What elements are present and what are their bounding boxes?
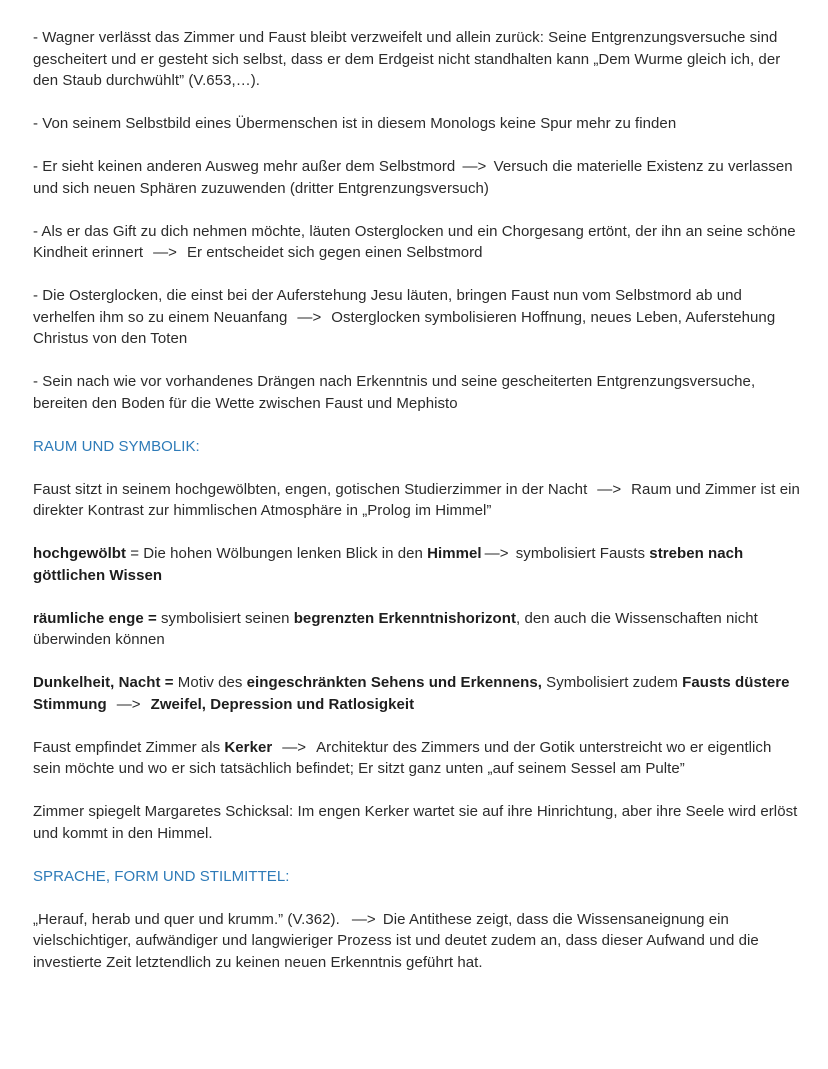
paragraph-text: Zimmer spiegelt Margaretes Schicksal: Im engen Kerker wartet sie auf ihre Hinrichtung, aber ihre Seele wird erlöst und kommt in den Himmel. — [33, 803, 798, 842]
arrow-icon: —> — [282, 738, 307, 756]
paragraph-kerker — [33, 737, 803, 780]
paragraph-text: - Sein nach wie vor vorhandenes Drängen nach Erkenntnis und seine gescheiterten Entgrenzungsversuche, bereiten den Boden für die Wette zwischen Faust und Mephisto — [33, 373, 756, 412]
paragraph-text: - Die Osterglocken, die einst bei der Auferstehung Jesu läuten, bringen Faust nun vom Selbstmord ab und verhelfen ihm so zu einem Neuanfang — [33, 287, 742, 326]
paragraph-text: Motiv des — [173, 674, 247, 691]
arrow-icon: —> — [297, 308, 322, 326]
paragraph-text: Versuch die materielle Existenz zu verlassen und sich neuen Sphären zuzuwenden (dritter Entgrenzungsversuch) — [33, 158, 793, 197]
paragraph-text: symbolisiert seinen — [156, 609, 294, 627]
paragraph-margarete — [33, 801, 803, 844]
document-page — [33, 27, 803, 995]
term-bold: eingeschränkten Sehens und Erkennens, — [246, 674, 542, 691]
section-heading-raum: RAUM UND SYMBOLIK: — [33, 437, 200, 455]
paragraph-text: Osterglocken symbolisieren Hoffnung, neues Leben, Auferstehung Christus von den Toten — [33, 308, 776, 347]
paragraph-text: - Von seinem Selbstbild eines Übermenschen ist in diesem Monologs keine Spur mehr zu finden — [33, 115, 677, 132]
section-heading-sprache: SPRACHE, FORM UND STILMITTEL: — [33, 867, 290, 885]
arrow-icon: —> — [597, 480, 622, 498]
term-bold: begrenzten Erkenntnishorizont — [293, 609, 517, 627]
paragraph-text: , den auch die Wissenschaften nicht überwinden können — [33, 609, 758, 648]
paragraph-text: Faust empfindet Zimmer als — [33, 738, 225, 756]
paragraph-text: = Die hohen Wölbungen lenken Blick in den — [126, 545, 428, 562]
term-bold: räumliche enge = — [33, 609, 157, 627]
paragraph-new-beginning — [33, 285, 803, 350]
paragraph-text: Symbolisiert zudem — [541, 674, 683, 691]
paragraph-easter-bells — [33, 221, 803, 264]
paragraph-dunkelheit — [33, 672, 803, 715]
paragraph-hochgewoelbt — [33, 543, 803, 586]
paragraph-study-room — [33, 479, 803, 522]
paragraph-text: Architektur des Zimmers und der Gotik unterstreicht wo er eigentlich sein möchte und wo er sich tatsächlich befindet; Er sitzt ganz unten „auf seinem Sessel am Pulte” — [33, 738, 772, 777]
term-bold: hochgewölbt — [33, 545, 127, 562]
paragraph-text: symbolisiert Fausts — [515, 545, 650, 562]
arrow-icon: —> — [153, 244, 177, 261]
term-bold: streben nach göttlichen Wissen — [33, 545, 744, 584]
term-bold: Himmel — [427, 545, 482, 562]
term-bold: Fausts düstere Stimmung — [33, 674, 790, 713]
arrow-icon: —> — [462, 158, 487, 175]
paragraph-text: Die Antithese zeigt, dass die Wissensaneignung ein vielschichtiger, aufwändiger und langwieriger Prozess ist und deutet zudem an, dass dieser Aufwand und die investierte Zeit letztendlich zu keinen neuen Erkenntnis geführt hat. — [33, 910, 759, 971]
arrow-icon: —> — [116, 695, 141, 713]
paragraph-text: „Herauf, herab und quer und krumm.” (V.362). — [33, 910, 340, 928]
term-bold: Zweifel, Depression und Ratlosigkeit — [150, 695, 415, 713]
paragraph-text: Raum und Zimmer ist ein direkter Kontrast zur himmlischen Atmosphäre in „Prolog im Himmel” — [33, 480, 800, 519]
paragraph-text: - Wagner verlässt das Zimmer und Faust bleibt verzweifelt und allein zurück: Seine Entgrenzungsversuche sind gescheitert und er gesteht sich selbst, dass er dem Erdgeist nicht standhalten kann „Dem Wurme gleich ich, der den Staub durchwühlt” (V.653,…). — [33, 29, 781, 89]
paragraph-text: - Er sieht keinen anderen Ausweg mehr außer dem Selbstmord — [33, 158, 456, 175]
term-bold: Dunkelheit, Nacht = — [33, 674, 174, 691]
paragraph-text: Er entscheidet sich gegen einen Selbstmord — [186, 244, 483, 261]
paragraph-antithese — [33, 909, 803, 974]
arrow-icon: —> — [484, 545, 509, 562]
term-bold: Kerker — [224, 738, 273, 756]
paragraph-raeumliche-enge — [33, 608, 803, 651]
paragraph-self-image — [33, 113, 803, 135]
paragraph-text: - Als er das Gift zu dich nehmen möchte, läuten Osterglocken und ein Chorgesang ertönt, der ihn an seine schöne Kindheit erinnert — [33, 222, 796, 261]
paragraph-wagner-leaves — [33, 27, 803, 92]
paragraph-suicide — [33, 156, 803, 199]
paragraph-wager — [33, 371, 803, 414]
arrow-icon: —> — [351, 910, 376, 928]
paragraph-text: Faust sitzt in seinem hochgewölbten, engen, gotischen Studierzimmer in der Nacht — [33, 480, 588, 498]
